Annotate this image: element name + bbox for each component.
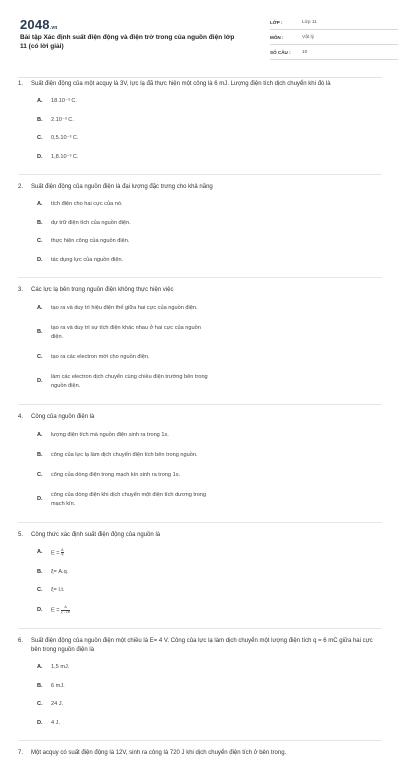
option-letter: C. xyxy=(37,353,43,360)
option-b[interactable] xyxy=(37,117,210,125)
option-text-main: 24 J. xyxy=(51,701,64,708)
option-text xyxy=(51,304,210,313)
question-number: 3. xyxy=(18,287,24,294)
question-number: 4. xyxy=(18,414,24,420)
option-letter: B. xyxy=(37,219,43,226)
option-text xyxy=(51,683,210,691)
question-stem xyxy=(18,531,382,540)
option-letter: C. xyxy=(37,135,43,142)
option-c[interactable] xyxy=(37,238,210,246)
option-text xyxy=(51,154,210,162)
question-number: 2. xyxy=(18,184,24,191)
question-number: 5. xyxy=(18,531,24,538)
option-text xyxy=(51,431,210,440)
question-number: 6. xyxy=(18,638,24,645)
option-text-main: công của dòng điện khi dịch chuyển một điện tích dương trong mạch kín. xyxy=(51,491,207,507)
question-text: Công thức xác định suất điện động của nguồn là xyxy=(31,531,161,538)
question-separator xyxy=(18,522,382,523)
option-text-main: E = xyxy=(51,607,62,614)
option-text xyxy=(51,720,210,728)
formula-fraction xyxy=(61,549,63,557)
option-text-main: 0,5.10⁻³ C. xyxy=(51,135,79,142)
option-text-main: tạo ra các electron mới cho nguồn điện. xyxy=(51,354,150,361)
document-header xyxy=(18,14,382,70)
option-d[interactable] xyxy=(37,257,210,265)
question-6 xyxy=(18,637,382,738)
site-logo[interactable]: 2048.vn xyxy=(20,17,58,32)
question-text: Suất điện động của một acquy là 3V, lực lạ đã thực hiện một công là 6 mJ. Lượng điện tích dịch chuyển khi đó là xyxy=(31,81,331,87)
question-text: Công của nguồn điện là xyxy=(31,414,95,420)
fraction-denominator: ξ - 1b xyxy=(61,609,70,614)
option-text xyxy=(51,587,210,595)
option-text-main: công của dòng điện trong mạch kín sinh ra trong 1s. xyxy=(51,471,181,478)
option-letter: B. xyxy=(37,116,43,123)
option-letter: A. xyxy=(37,431,43,438)
option-letter: D. xyxy=(37,256,43,263)
option-letter: C. xyxy=(37,238,43,245)
option-text-main: tạo ra và duy trì sự tích điện khác nhau ở hai cực của nguồn điện. xyxy=(51,325,201,341)
option-text xyxy=(51,201,210,209)
option-text xyxy=(51,117,210,125)
option-text-main: ξ= A.q. xyxy=(51,568,69,575)
option-text-main: 1,5 mJ. xyxy=(51,664,70,671)
option-text xyxy=(51,491,210,509)
option-text-main: dự trữ điện tích của nguồn điện. xyxy=(51,219,131,226)
option-text xyxy=(51,451,210,460)
option-text-main: 6 mJ. xyxy=(51,682,65,689)
option-text xyxy=(51,220,210,228)
option-text-main: 18.10⁻³ C. xyxy=(51,98,77,104)
option-d[interactable] xyxy=(37,606,210,615)
option-letter: D. xyxy=(37,606,43,613)
option-b[interactable] xyxy=(37,569,210,577)
question-2 xyxy=(18,183,382,275)
question-separator xyxy=(18,404,382,405)
option-text-main: 2.10⁻³ C. xyxy=(51,116,74,123)
option-text xyxy=(51,569,210,577)
question-separator xyxy=(18,628,382,629)
question-separator xyxy=(18,277,382,278)
option-a[interactable] xyxy=(37,98,210,106)
option-letter: C. xyxy=(37,587,43,594)
option-a[interactable] xyxy=(37,431,210,440)
option-text xyxy=(51,373,210,391)
option-text-main: tạo ra và duy trì hiệu điện thế giữa hai cực của nguồn điện. xyxy=(51,305,198,312)
option-letter: B. xyxy=(37,568,43,575)
option-text-main: thực hiện công của nguồn điện. xyxy=(51,238,130,245)
meta-question-count: SỐ CÂU : 10 xyxy=(270,48,398,60)
option-c[interactable] xyxy=(37,701,210,709)
option-letter: B. xyxy=(37,682,43,689)
document-meta xyxy=(270,18,398,63)
option-letter: C. xyxy=(37,701,43,708)
option-text-main: lượng điện tích mà nguồn điện sinh ra trong 1s. xyxy=(51,432,169,438)
fraction-denominator: q xyxy=(61,552,64,557)
question-text: Các lực lạ bên trong nguồn điện không thực hiện việc xyxy=(31,287,174,294)
question-stem xyxy=(18,286,382,295)
option-a[interactable] xyxy=(37,664,210,672)
option-letter: D. xyxy=(37,153,43,160)
meta-subject: MÔN : Vật lý xyxy=(270,33,398,45)
option-c[interactable] xyxy=(37,353,210,362)
option-b[interactable] xyxy=(37,683,210,691)
option-letter: A. xyxy=(37,664,43,671)
option-letter: A. xyxy=(37,201,43,208)
option-d[interactable] xyxy=(37,154,210,162)
option-text xyxy=(51,549,210,558)
question-stem xyxy=(18,749,382,758)
option-text-main: công của lực lạ làm dịch chuyển điện tích bên trong nguồn. xyxy=(51,451,198,458)
option-text-main: tích điện cho hai cực của nó. xyxy=(51,201,123,208)
option-letter: C. xyxy=(37,471,43,478)
option-letter: D. xyxy=(37,378,43,385)
fraction-numerator: A xyxy=(64,604,67,609)
option-text xyxy=(51,238,210,246)
question-stem xyxy=(18,413,382,422)
option-text xyxy=(51,98,210,106)
option-text xyxy=(51,701,210,709)
header-divider xyxy=(18,77,382,78)
option-text-main: tác dụng lực của nguồn điện. xyxy=(51,256,124,263)
option-text-main: ξ= I.t. xyxy=(51,587,65,594)
formula-fraction xyxy=(61,606,70,614)
option-a[interactable] xyxy=(37,304,210,313)
question-stem xyxy=(18,637,382,655)
option-c[interactable] xyxy=(37,471,210,480)
option-letter: A. xyxy=(37,98,43,104)
option-text-main: 4 J. xyxy=(51,719,61,726)
option-grid xyxy=(18,431,382,520)
option-d[interactable] xyxy=(37,720,210,728)
option-letter: D. xyxy=(37,495,43,502)
question-stem xyxy=(18,80,382,89)
option-grid xyxy=(18,304,382,402)
meta-grade: LỚP : Lớp 11 xyxy=(270,18,398,30)
question-separator xyxy=(18,174,382,175)
option-b[interactable] xyxy=(37,324,210,342)
question-7 xyxy=(18,749,382,762)
question-number: 1. xyxy=(18,81,24,87)
option-text xyxy=(51,257,210,265)
option-c[interactable] xyxy=(37,135,210,143)
option-letter: A. xyxy=(37,305,43,312)
option-text-main: làm các electron dịch chuyển cùng chiều điện trường bên trong nguồn điện. xyxy=(51,374,208,390)
option-text xyxy=(51,606,210,615)
option-text-main: E = xyxy=(51,550,62,557)
option-grid xyxy=(18,664,382,738)
option-grid xyxy=(18,98,382,172)
option-d[interactable] xyxy=(37,491,210,509)
option-text xyxy=(51,135,210,143)
question-text: Suất điện động của nguồn điện một chiều là E= 4 V. Công của lực lạ làm dịch chuyển một lượng điện tích q = 6 mC giữa hai cực bên trong nguồn điện là xyxy=(31,638,373,654)
question-stem xyxy=(18,183,382,192)
option-letter: B. xyxy=(37,329,43,336)
document-title: Bài tập Xác định suất điện động và điện trở trong của nguồn điện lớp 11 (có lời giải) xyxy=(20,34,235,51)
option-b[interactable] xyxy=(37,220,210,228)
option-grid xyxy=(18,549,382,626)
question-list xyxy=(18,80,382,762)
option-text xyxy=(51,471,210,480)
option-c[interactable] xyxy=(37,587,210,595)
option-letter: B. xyxy=(37,451,43,458)
question-number: 7. xyxy=(18,750,24,757)
option-letter: D. xyxy=(37,719,43,726)
question-separator xyxy=(18,740,382,741)
option-a[interactable] xyxy=(37,549,210,558)
option-b[interactable] xyxy=(37,451,210,460)
question-4 xyxy=(18,413,382,520)
option-text xyxy=(51,664,210,672)
option-text xyxy=(51,324,210,342)
option-grid xyxy=(18,201,382,275)
question-1 xyxy=(18,80,382,172)
option-text-main: 1,8.10⁻³ C. xyxy=(51,153,79,160)
question-text: Một acquy có suất điện động là 12V, sinh ra công là 720 J khi dịch chuyển điện tích ở bên trong. xyxy=(31,750,287,757)
question-3 xyxy=(18,286,382,402)
option-d[interactable] xyxy=(37,373,210,391)
option-text xyxy=(51,353,210,362)
fraction-numerator: A xyxy=(61,547,64,552)
option-a[interactable] xyxy=(37,201,210,209)
question-5 xyxy=(18,531,382,626)
question-text: Suất điện động của nguồn điện là đại lượng đặc trưng cho khả năng xyxy=(31,184,213,191)
option-letter: A. xyxy=(37,549,43,556)
